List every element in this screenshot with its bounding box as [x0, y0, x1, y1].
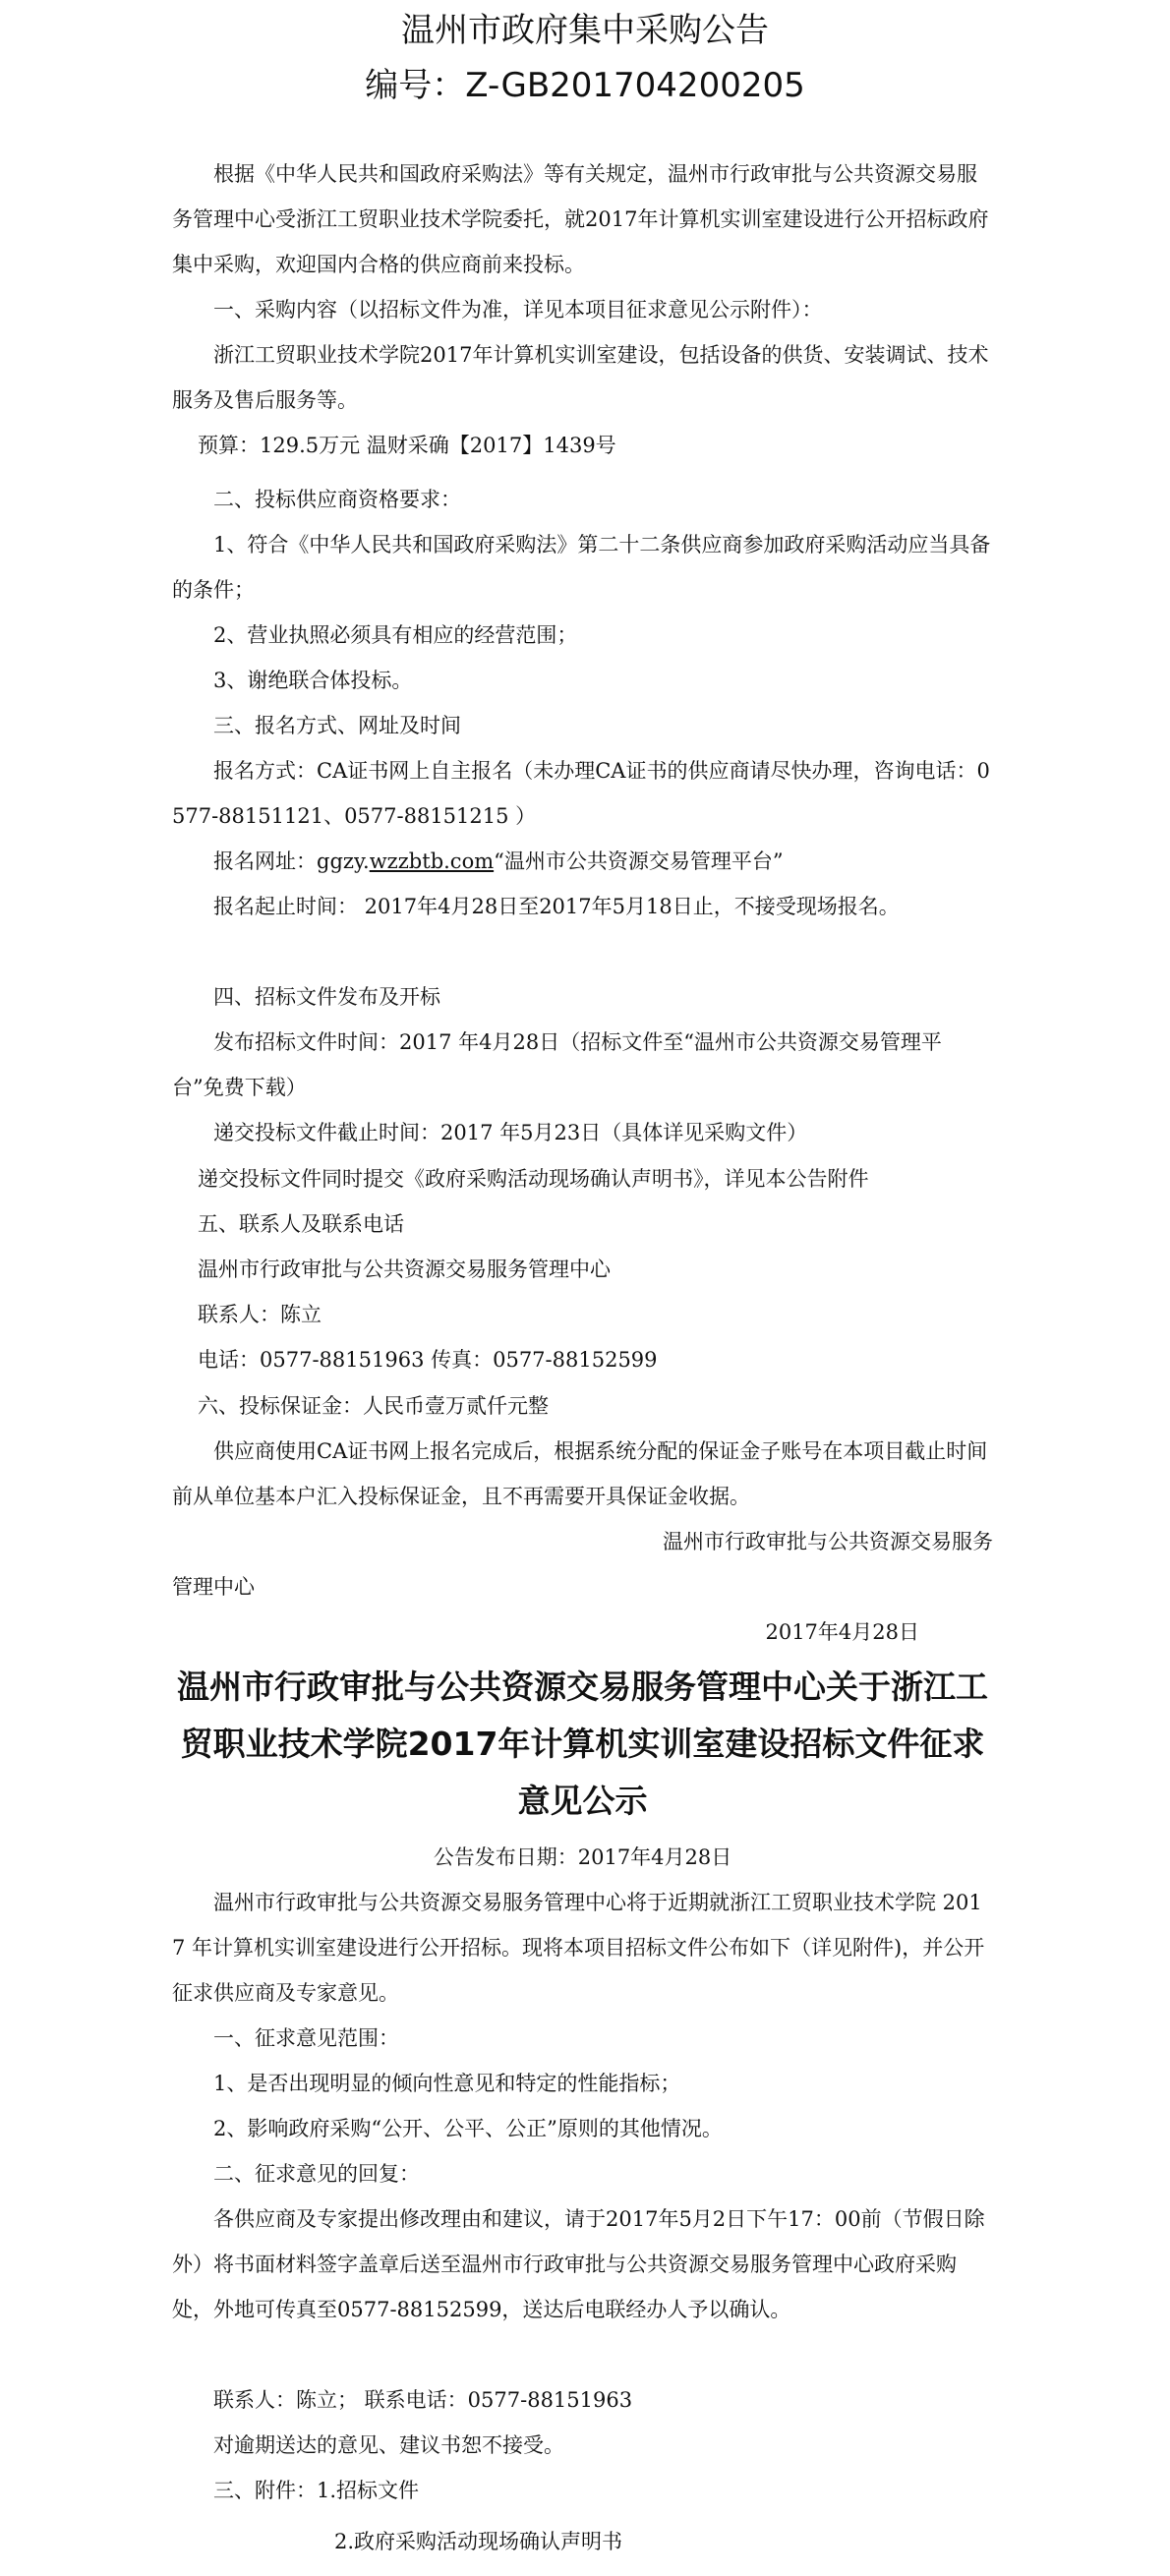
section-5-org: 温州市行政审批与公共资源交易服务管理中心 — [198, 1258, 611, 1281]
notice-title: 温州市政府集中采购公告 — [401, 11, 769, 50]
notice-number: 编号：Z-GB201704200205 — [365, 66, 805, 105]
section-2-item-1: 1、符合《中华人民共和国政府采购法》第二十二条供应商参加政府采购活动应当具备的条件； — [172, 533, 991, 602]
notice-date: 2017年4月28日 — [765, 1620, 919, 1644]
section-2-item-3: 3、谢绝联合体投标。 — [213, 669, 413, 692]
signature-line-1: 温州市行政审批与公共资源交易服务 — [663, 1530, 993, 1553]
section-4-deadline: 递交投标文件截止时间：2017 年5月23日（具体详见采购文件） — [213, 1121, 808, 1144]
section-4-heading: 四、招标文件发布及开标 — [213, 985, 440, 1009]
section-1-heading: 一、采购内容（以招标文件为准，详见本项目征求意见公示附件）： — [213, 298, 823, 322]
section-3-time: 报名起止时间： 2017年4月28日至2017年5月18日止，不接受现场报名。 — [213, 895, 900, 918]
section-3-heading: 三、报名方式、网址及时间 — [213, 714, 461, 737]
section-3-site — [172, 839, 993, 884]
section-4-publish: 发布招标文件时间：2017 年4月28日（招标文件至“温州市公共资源交易管理平台”免费下载） — [172, 1030, 942, 1099]
signature-line-2: 管理中心 — [172, 1575, 255, 1599]
notice-2-attachments-heading: 三、附件：1.招标文件 — [213, 2479, 420, 2502]
notice-2-contact: 联系人：陈立； 联系电话：0577-88151963 — [213, 2388, 633, 2412]
notice-2-section-1-heading: 一、征求意见范围： — [213, 2026, 399, 2050]
notice-intro: 根据《中华人民共和国政府采购法》等有关规定，温州市行政审批与公共资源交易服务管理中心受浙江工贸职业技术学院委托，就2017年计算机实训室建设进行公开招标政府集中采购，欢迎国内合格的供应商前来投标。 — [172, 162, 989, 276]
section-2-heading: 二、投标供应商资格要求： — [213, 488, 461, 511]
section-4-statement: 递交投标文件同时提交《政府采购活动现场确认声明书》，详见本公告附件 — [198, 1167, 869, 1191]
notice-2-intro: 温州市行政审批与公共资源交易服务管理中心将于近期就浙江工贸职业技术学院 2017 年计算机实训室建设进行公开招标。现将本项目招标文件公布如下（详见附件)，并公开征求供应商及专家意见。 — [172, 1891, 985, 2005]
section-2-item-2: 2、营业执照必须具有相应的经营范围； — [213, 623, 578, 647]
notice-2-section-1-item-2: 2、影响政府采购“公开、公平、公正”原则的其他情况。 — [213, 2117, 723, 2140]
notice-2-publish-date: 公告发布日期：2017年4月28日 — [433, 1845, 732, 1869]
notice-2-attachment-2[interactable]: 2.政府采购活动现场确认声明书 — [334, 2530, 623, 2553]
notice-2-section-2-body: 各供应商及专家提出修改理由和建议，请于2017年5月2日下午17：00前（节假日除外）将书面材料签字盖章后送至温州市行政审批与公共资源交易服务管理中心政府采购处，外地可传真至0577-88152599，送达后电联经办人予以确认。 — [172, 2207, 985, 2321]
section-3-method: 报名方式：CA证书网上自主报名（未办理CA证书的供应商请尽快办理，咨询电话：0577-88151121、0577-88151215 ） — [172, 759, 990, 828]
section-6-heading: 六、投标保证金：人民币壹万贰仟元整 — [198, 1394, 549, 1418]
site-prefix: 报名网址：ggzy. — [213, 849, 370, 873]
notice-2-title: 温州市行政审批与公共资源交易服务管理中心关于浙江工贸职业技术学院2017年计算机实训室建设招标文件征求意见公示 — [177, 1668, 988, 1820]
section-6-body: 供应商使用CA证书网上报名完成后，根据系统分配的保证金子账号在本项目截止时间前从单位基本户汇入投标保证金，且不再需要开具保证金收据。 — [172, 1439, 988, 1508]
section-1-body: 浙江工贸职业技术学院2017年计算机实训室建设，包括设备的供货、安装调试、技术服务及售后服务等。 — [172, 343, 989, 412]
section-5-contact: 联系人：陈立 — [198, 1303, 322, 1326]
site-link[interactable]: wzzbtb.com — [369, 849, 495, 873]
budget-line: 预算：129.5万元 温财采确【2017】1439号 — [198, 434, 616, 457]
site-suffix: “温州市公共资源交易管理平台” — [494, 849, 784, 873]
notice-2-section-1-item-1: 1、是否出现明显的倾向性意见和特定的性能指标； — [213, 2072, 681, 2095]
notice-2-late-note: 对逾期送达的意见、建议书恕不接受。 — [213, 2433, 564, 2457]
notice-2-section-2-heading: 二、征求意见的回复： — [213, 2162, 420, 2186]
section-5-phone: 电话：0577-88151963 传真：0577-88152599 — [198, 1348, 658, 1372]
section-5-heading: 五、联系人及联系电话 — [198, 1212, 404, 1236]
